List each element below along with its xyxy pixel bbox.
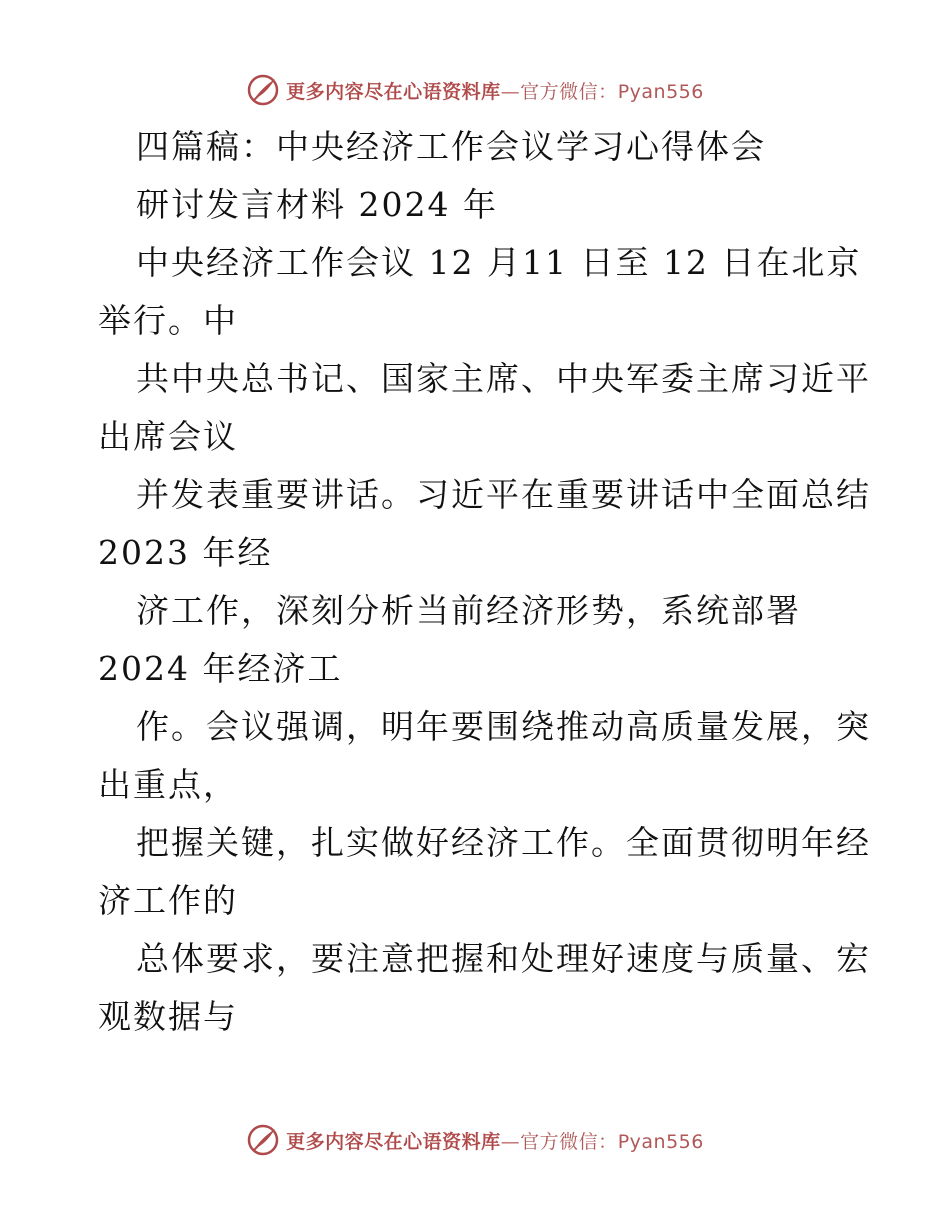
header-wechat-id: Pyan556 xyxy=(617,80,704,103)
footer-watermark xyxy=(0,1120,950,1160)
paragraph-line: 并发表重要讲话。习近平在重要讲话中全面总结 xyxy=(136,475,871,514)
paragraph-line: 出席会议 xyxy=(98,417,238,456)
paragraph-line: 举行。中 xyxy=(98,301,238,340)
paragraph-line: 共中央总书记、国家主席、中央军委主席习近平 xyxy=(136,359,871,398)
footer-wechat-label: 官方微信： xyxy=(520,1130,618,1153)
document-title-line: 四篇稿：中央经济工作会议学习心得体会 xyxy=(136,127,766,166)
paragraph-line: 总体要求，要注意把握和处理好速度与质量、宏 xyxy=(136,939,871,978)
footer-watermark-text xyxy=(286,1127,704,1154)
paragraph-line: 把握关键，扎实做好经济工作。全面贯彻明年经 xyxy=(136,823,871,862)
paragraph-line: 作。会议强调，明年要围绕推动高质量发展，突 xyxy=(136,707,871,746)
feather-logo-icon xyxy=(246,73,280,107)
paragraph-line: 出重点， xyxy=(98,765,238,804)
paragraph-line: 济工作，深刻分析当前经济形势，系统部署 xyxy=(136,591,801,630)
paragraph-line: 观数据与 xyxy=(98,997,238,1036)
paragraph-line: 中央经济工作会议 12 月11 日至 12 日在北京 xyxy=(136,243,862,282)
paragraph-line: 2024 年经济工 xyxy=(98,649,343,688)
header-watermark-text xyxy=(286,77,704,104)
document-subtitle-line: 研讨发言材料 2024 年 xyxy=(136,185,498,224)
footer-wechat-id: Pyan556 xyxy=(617,1130,704,1153)
footer-dash: — xyxy=(500,1130,521,1153)
paragraph-line: 2023 年经 xyxy=(98,533,273,572)
document-body xyxy=(98,118,871,1046)
footer-watermark-inner xyxy=(246,1123,704,1157)
header-watermark-inner xyxy=(246,73,704,107)
header-brand-text: 更多内容尽在心语资料库 xyxy=(286,80,501,103)
header-wechat-label: 官方微信： xyxy=(520,80,618,103)
header-watermark xyxy=(0,70,950,110)
header-dash: — xyxy=(500,80,521,103)
paragraph-line: 济工作的 xyxy=(98,881,238,920)
feather-logo-icon xyxy=(246,1123,280,1157)
footer-brand-text: 更多内容尽在心语资料库 xyxy=(286,1130,501,1153)
